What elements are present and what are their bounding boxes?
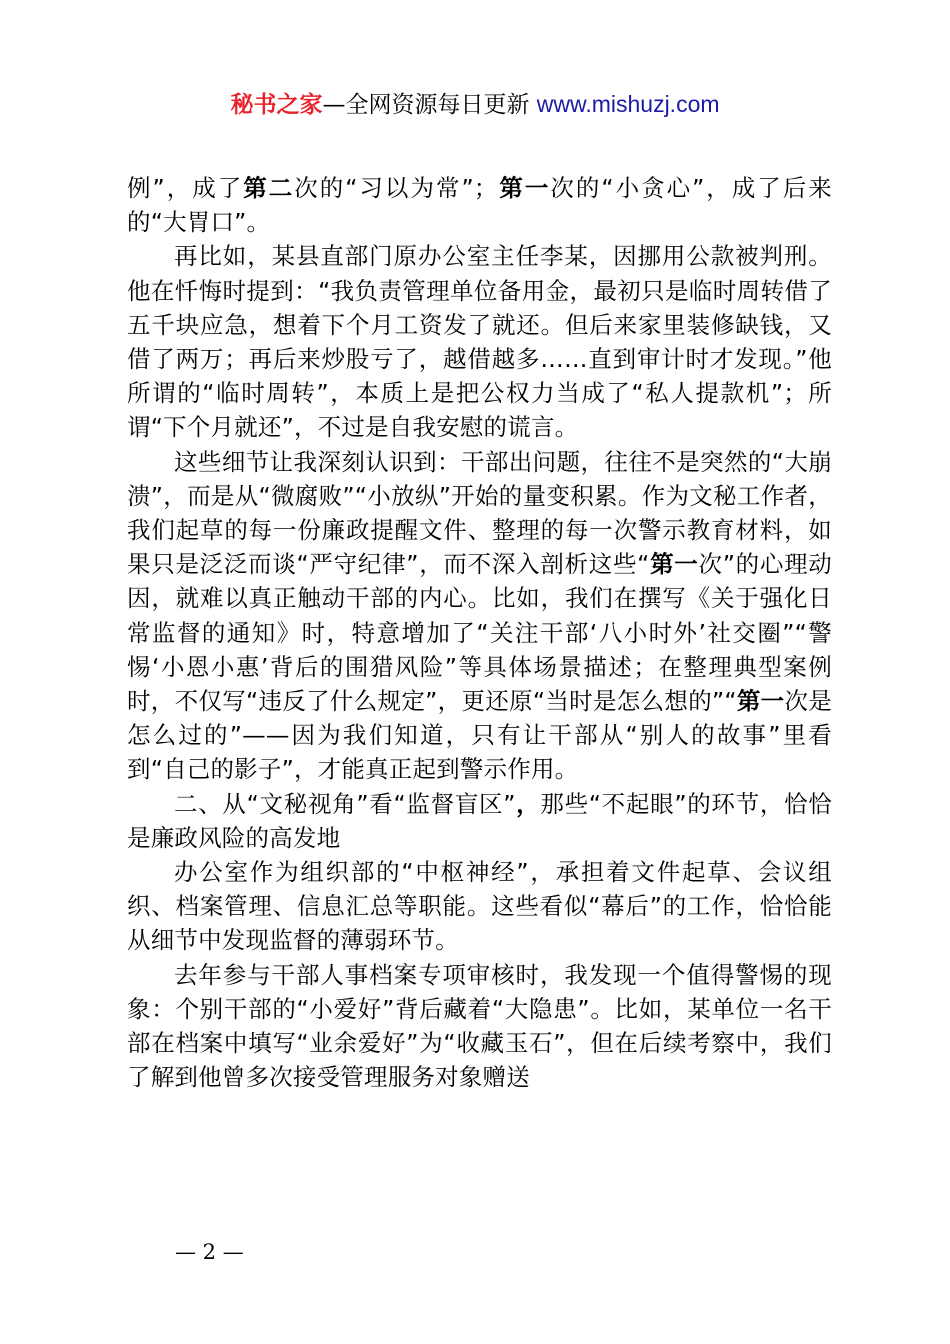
bold-text-run: 第一 <box>649 550 699 579</box>
header-slogan: —全网资源每日更新 <box>322 92 537 118</box>
text-run: 次”的心理动因，就难以真正触动干部的内心。比如，我们在撰写《关于强化日常监督的通知》时，特意增加了“关注干部‘八小时外’社交圈”“警惕‘小恩小惠’背后的围猎风险”等具体场景描述；在整理典型案例时，不仅写“违反了什么规定”，更还原“当时是怎么想的”“ <box>127 550 833 716</box>
paragraph <box>127 445 832 787</box>
text-run: 次的“小贪心”，成了后来的“大胃口”。 <box>127 174 832 237</box>
text-run: 这些细节让我深刻认识到：干部出问题，往往不是突然的“大崩溃”，而是从“微腐败”“小放纵”开始的量变积累。作为文秘工作者，我们起草的每一份廉政提醒文件、整理的每一次警示教育材料，如果只是泛泛而谈“严守纪律”，而不深入剖析这些“ <box>127 447 832 579</box>
text-run: 次的“习以为常”； <box>294 174 498 202</box>
bold-text-run: ， <box>515 789 541 818</box>
text-run: 例”，成了 <box>127 174 244 202</box>
text-run: 次是怎么过的”——因为我们知道，只有让干部从“别人的故事”里看到“自己的影子”，才能真正起到警示作用。 <box>127 687 832 784</box>
document-body <box>127 171 832 1094</box>
page-number: — 2 — <box>175 1240 244 1264</box>
text-run: 二、从“文秘视角”看“监督盲区” <box>174 789 516 818</box>
header-url[interactable]: www.mishuzj.com <box>536 91 720 117</box>
paragraph <box>127 958 832 1095</box>
paragraph <box>127 239 832 444</box>
paragraph <box>127 171 832 239</box>
paragraph <box>127 787 832 855</box>
bold-text-run: 第二 <box>243 174 295 202</box>
text-run: 那些“不起眼”的环节，恰恰是廉政风险的高发地 <box>127 789 832 852</box>
text-run: 去年参与干部人事档案专项审核时，我发现一个值得警惕的现象：个别干部的“小爱好”背后藏着“大隐患”。比如，某单位一名干部在档案中填写“业余爱好”为“收藏玉石”，但在后续考察中，我们了解到他曾多次接受管理服务对象赠送 <box>127 960 832 1092</box>
bold-text-run: 第一 <box>497 174 551 202</box>
text-run: 办公室作为组织部的“中枢神经”，承担着文件起草、会议组织、档案管理、信息汇总等职能。这些看似“幕后”的工作，恰恰能从细节中发现监督的薄弱环节。 <box>127 858 832 955</box>
bold-text-run: 第一 <box>736 687 785 716</box>
paragraph <box>127 855 832 958</box>
header-brand: 秘书之家 <box>230 92 323 118</box>
page-header <box>0 88 950 121</box>
text-run: 再比如，某县直部门原办公室主任李某，因挪用公款被判刑。他在忏悔时提到：“我负责管理单位备用金，最初只是临时周转借了五千块应急，想着下个月工资发了就还。但后来家里装修缺钱，又借了两万；再后来炒股亏了，越借越多……直到审计时才发现。”他所谓的“临时周转”，本质上是把公权力当成了“私人提款机”；所谓“下个月就还”，不过是自我安慰的谎言。 <box>127 242 832 442</box>
